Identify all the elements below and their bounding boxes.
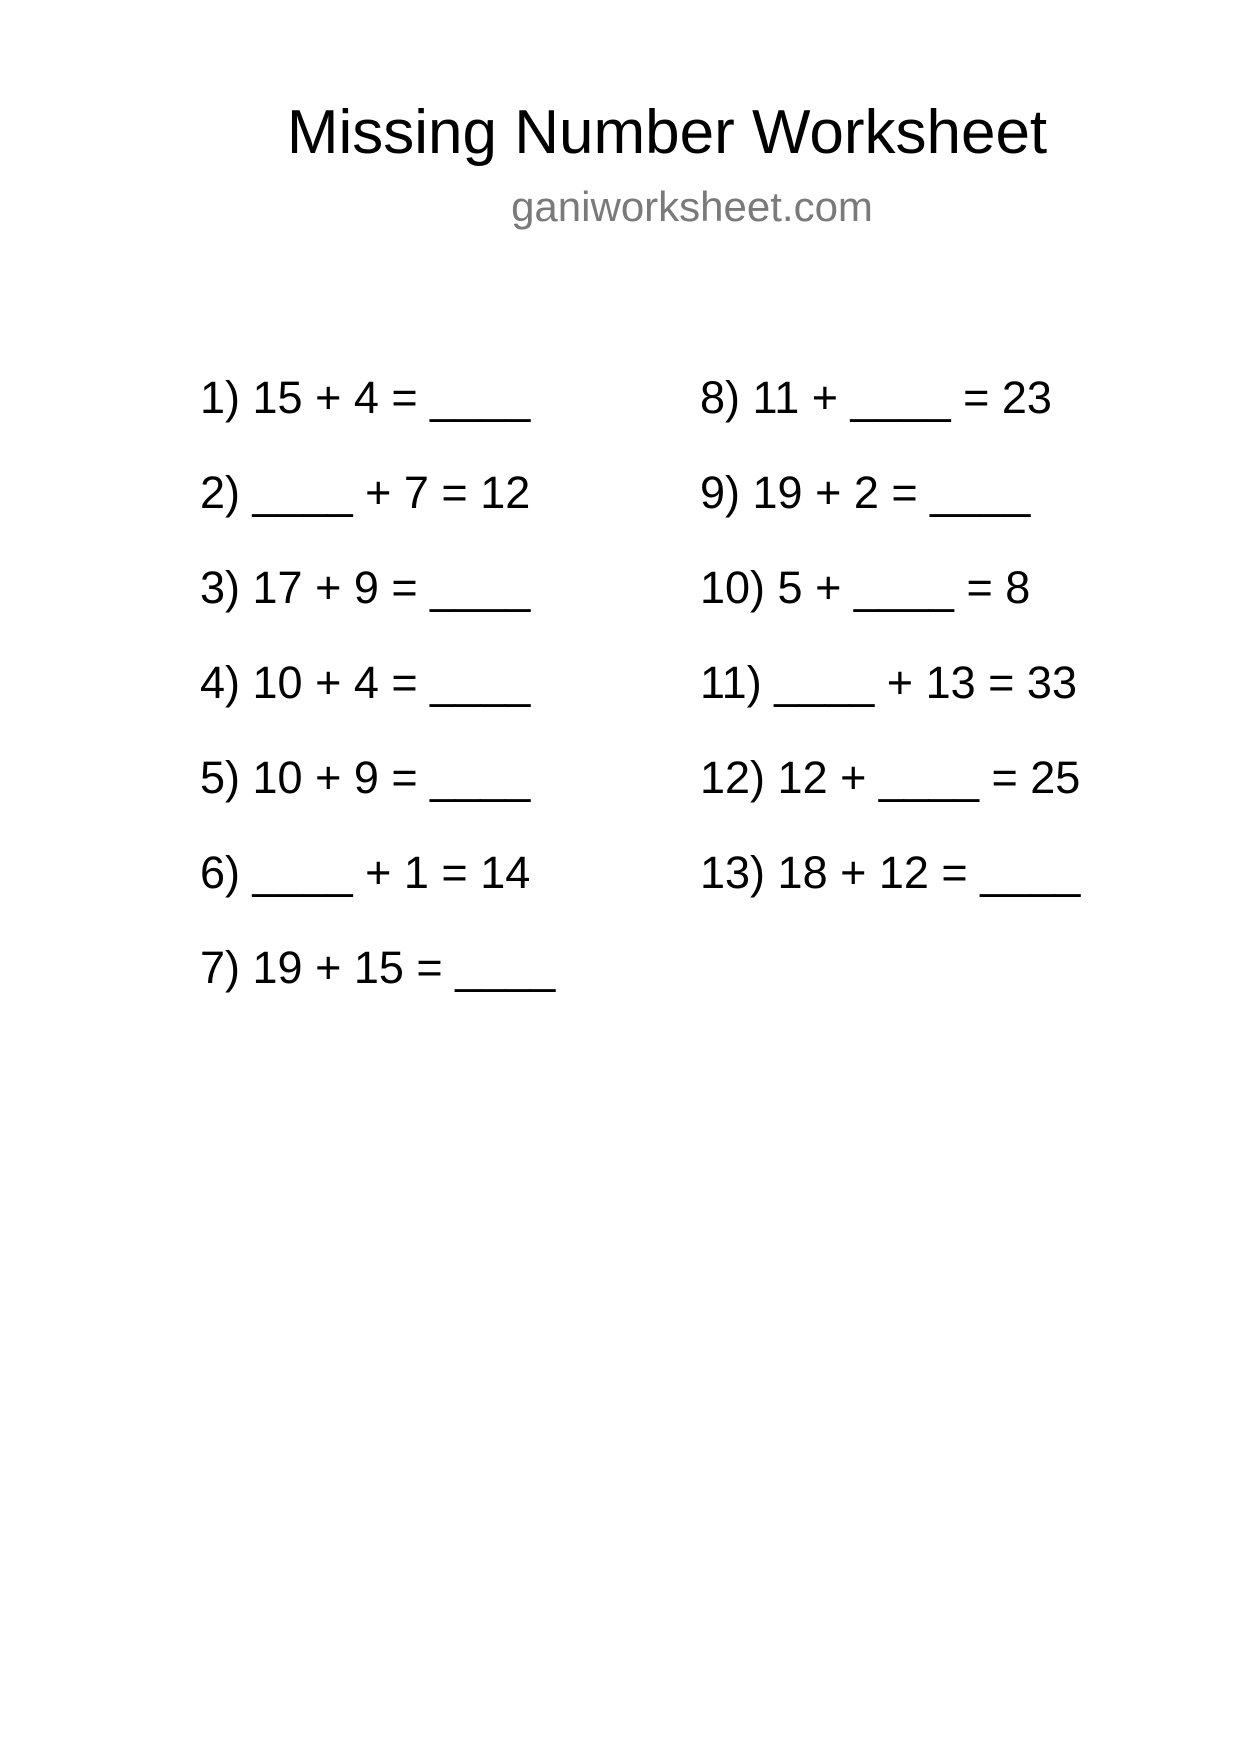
website-label: ganiworksheet.com [511,183,873,230]
problems-column-left [200,350,555,1015]
problem: 12) 12 + ____ = 25 [700,752,1081,803]
problem: 6) ____ + 1 = 14 [200,847,531,898]
problem: 9) 19 + 2 = ____ [700,467,1031,518]
problem: 1) 15 + 4 = ____ [200,372,531,423]
problem: 8) 11 + ____ = 23 [700,372,1052,423]
problem: 5) 10 + 9 = ____ [200,752,531,803]
problem: 4) 10 + 4 = ____ [200,657,531,708]
problem: 3) 17 + 9 = ____ [200,562,531,613]
problem: 11) ____ + 13 = 33 [700,657,1077,708]
problem: 13) 18 + 12 = ____ [700,847,1081,898]
problem: 10) 5 + ____ = 8 [700,562,1031,613]
problem: 2) ____ + 7 = 12 [200,467,531,518]
problem: 7) 19 + 15 = ____ [200,942,556,993]
worksheet-title: Missing Number Worksheet [286,98,1048,167]
problems-column-right [700,350,1080,920]
